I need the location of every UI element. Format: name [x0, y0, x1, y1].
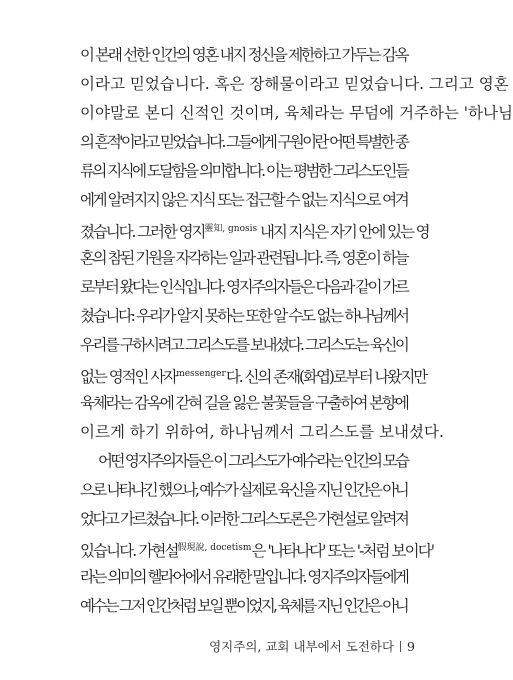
text-line: 로부터 왔다는 인식입니다. 영지주의자들은 다음과 같이 가르 — [80, 278, 408, 296]
text-line: 에게 알려지지 않은 지식 또는 접근할 수 없는 지식으로 여겨 — [80, 191, 408, 209]
line-text: 은 '나타나다' 또는 '-처럼 보이다' — [251, 542, 434, 560]
line-text: 있습니다. 가현설 — [80, 542, 178, 560]
page-footer — [209, 638, 415, 656]
line-text: 없는 영적인 사자 — [80, 368, 177, 386]
text-line: 이 본래 선한 인간의 영혼 내지 정신을 제한하고 가두는 감옥 — [80, 46, 408, 64]
text-line — [80, 215, 429, 244]
text-line — [80, 534, 434, 563]
text-line: 의 흔적'이라고 믿었습니다. 그들에게 구원이란 어떤 특별한 종 — [80, 133, 408, 151]
annotation-note: messenger — [176, 369, 226, 379]
line-text: 졌습니다. 그러한 영지 — [80, 223, 205, 241]
text-line: 육체라는 감옥에 갇혀 길을 잃은 불꽃들을 구출하여 본향에 — [80, 394, 408, 412]
running-title: 영지주의, 교회 내부에서 도전하다 — [209, 639, 395, 654]
text-line: 었다고 가르쳤습니다. 이러한 그리스도론은 가현설로 알려져 — [80, 510, 408, 528]
text-line: 우리를 구하시려고 그리스도를 보내셨다. 그리스도는 육신이 — [80, 336, 408, 354]
text-line: 이야말로 본디 신적인 것이며, 육체라는 무덤에 거주하는 '하나님 — [80, 104, 513, 122]
text-line: 어떤 영지주의자들은 이 그리스도가 예수라는 인간의 모습 — [98, 452, 408, 470]
text-line: 라는 의미의 헬라어에서 유래한 말입니다. 영지주의자들에게 — [80, 568, 408, 586]
text-line — [80, 360, 427, 389]
annotation-note: 靈知, gnosis — [204, 224, 258, 234]
text-line: 쳤습니다: 우리가 알지 못하는 또한 알 수도 없는 하나님께서 — [80, 307, 408, 325]
text-line: 류의 지식에 도달함을 의미합니다. 이는 평범한 그리스도인들 — [80, 162, 408, 180]
text-line: 혼의 참된 기원을 자각하는 일과 관련됩니다. 즉, 영혼이 하늘 — [80, 249, 408, 267]
text-line: 이라고 믿었습니다. 혹은 장해물이라고 믿었습니다. 그리고 영혼 — [80, 75, 509, 93]
page-number: 9 — [407, 639, 415, 654]
line-text: 다. 신의 존재(화엽)로부터 나왔지만 — [225, 368, 427, 386]
text-line: 으로 나타나긴 했으나, 예수가 실제로 육신을 지닌 인간은 아니 — [80, 481, 407, 499]
footer-divider — [400, 641, 401, 652]
text-line: 이르게 하기 위하여, 하나님께서 그리스도를 보내셨다. — [80, 423, 444, 441]
line-text: 내지 지식은 자기 안에 있는 영 — [257, 223, 429, 241]
text-line: 예수는 그저 인간처럼 보일 뿐이었지, 육체를 지닌 인간은 아니 — [80, 597, 407, 615]
annotation-note: 假現說, docetism — [177, 543, 252, 553]
